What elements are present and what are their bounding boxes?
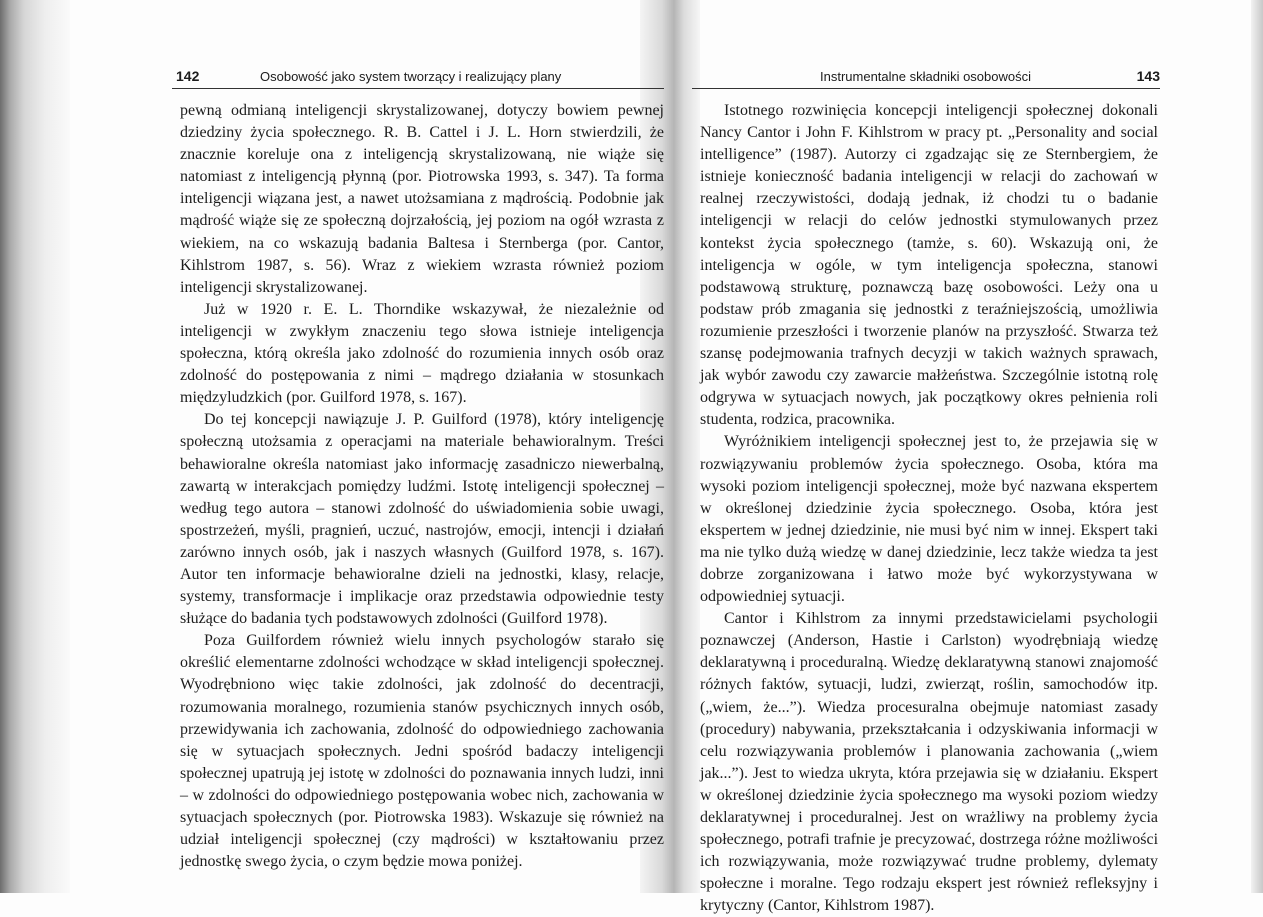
left-page-body — [180, 100, 664, 873]
left-page — [172, 0, 664, 893]
paragraph: Do tej koncepcji nawiązuje J. P. Guilford (1978), który inteligencję społeczną utożsamia z operacjami na materiale behawioralnym. Treści behawioralne określa natomiast jako informację zasadniczo niewerbalną, zawartą w interakcjach pomiędzy ludźmi. Istotę inteligencji społecznej – według tego autora – stanowi zdolność do uświadomienia sobie uwagi, spostrzeżeń, myśli, pragnień, uczuć, nastrojów, emocji, intencji i działań zarówno innych osób, jak i naszych własnych (Guilford 1978, s. 167). Autor ten informacje behawioralne dzieli na jednostki, klasy, relacje, systemy, transformacje i implikacje oraz przedstawia odpowiednie testy służące do badania tych podstawowych zdolności (Guilford 1978). — [180, 411, 664, 628]
right-page-header — [692, 68, 1160, 89]
right-page-number: 143 — [1136, 68, 1160, 84]
paragraph: Poza Guilfordem również wielu innych psychologów starało się określić elementarne zdolności wchodzące w skład inteligencji społecznej. Wyodrębniono więc takie zdolności, jak zdolność do decentracji, rozumowania moralnego, rozumienia stanów psychicznych innych osób, przewidywania ich zachowania, zdolność do odpowiedniego zachowania się w sytuacjach społecznych. Jedni spośród badaczy inteligencji społecznej upatrują jej istotę w zdolności do poznawania innych ludzi, inni – w zdolności do odpowiedniego postępowania wobec nich, zachowania w sytuacjach społecznych (por. Piotrowska 1983). Wskazuje się również na udział inteligencji społecznej (czy mądrości) w kształtowaniu przez jednostkę swego życia, o czym będzie mowa poniżej. — [180, 632, 664, 871]
paragraph: Wyróżnikiem inteligencji społecznej jest to, że przejawia się w rozwiązywaniu problemów życia społecznego. Osoba, która ma wysoki poziom inteligencji społecznej, może być nazwana ekspertem w określonej dziedzinie życia społecznego. Osoba, która jest ekspertem w jednej dziedzinie, nie musi być nim w innej. Ekspert taki ma nie tylko dużą wiedzę w danej dziedzinie, lecz także wiedza ta jest dobrze zorganizowana i łatwo może być wykorzystywana w odpowiedniej sytuacji. — [700, 433, 1158, 606]
scan-edge-left — [0, 0, 70, 893]
paragraph: pewną odmianą inteligencji skrystalizowanej, dotyczy bowiem pewnej dziedziny życia społecznego. R. B. Cattel i J. L. Horn stwierdzili, że znacznie koreluje ona z inteligencją skrystalizowaną, nie wiąże się natomiast z inteligencją płynną (por. Piotrowska 1993, s. 347). Ta forma inteligencji wiązana jest, a nawet utożsamiana z mądrością. Podobnie jak mądrość wiąże się ze społeczną dojrzałością, jej poziom na ogół wzrasta z wiekiem, na co wskazują badania Baltesa i Sternberga (por. Cantor, Kihlstrom 1987, s. 56). Wraz z wiekiem wzrasta również poziom inteligencji skrystalizowanej. — [180, 102, 664, 296]
right-page-running-title: Instrumentalne składniki osobowości — [820, 69, 1031, 84]
scan-edge-right — [1251, 0, 1263, 893]
right-page-body — [700, 100, 1158, 917]
paragraph: Cantor i Kihlstrom za innymi przedstawicielami psychologii poznawczej (Anderson, Hastie i Carlston) wyodrębniają wiedzę deklaratywną i proceduralną. Wiedzę deklaratywną stanowi znajomość różnych faktów, sytuacji, ludzi, zwierząt, roślin, samochodów itp. („wiem, że...”). Wiedza procesuralna obejmuje natomiast zasady (procedury) nabywania, przekształcania i odzyskiwania informacji w celu rozwiązywania problemów i planowania zachowania („wiem jak...”). Jest to wiedza ukryta, która przejawia się w działaniu. Ekspert w określonej dziedzinie życia społecznego ma wysoki poziom wiedzy deklaratywnej i proceduralnej. Jest on wrażliwy na problemy życia społecznego, potrafi trafnie je precyzować, dostrzega różne możliwości ich rozwiązywania, może rozwiązywać trudne problemy, dylematy społeczne i moralne. Tego rodzaju ekspert jest również refleksyjny i krytyczny (Cantor, Kihlstrom 1987). — [700, 610, 1159, 915]
paragraph: Istotnego rozwinięcia koncepcji inteligencji społecznej dokonali Nancy Cantor i John F. Kihlstrom w pracy pt. „Personality and social intelligence” (1987). Autorzy ci zgadzając się ze Sternbergiem, że istnieje konieczność badania inteligencji w relacji do zachowań w realnej rzeczywistości, dodają jednak, iż chodzi tu o badanie inteligencji w relacji do celów jednostki stymulowanych przez kontekst życia społecznego (tamże, s. 60). Wskazują oni, że inteligencja w ogóle, w tym inteligencja społeczna, stanowi podstawową strukturę, poznawczą bazę osobowości. Leży ona u podstaw prób zmagania się jednostki z teraźniejszością, umożliwia rozumienie przeszłości i tworzenie planów na przyszłość. Stwarza też szansę podejmowania trafnych decyzji w takich ważnych sprawach, jak wybór zawodu czy zawarcie małżeństwa. Szczególnie istotną rolę odgrywa w sytuacjach nowych, jak początkowy okres pełnienia roli studenta, rodzica, pracownika. — [700, 102, 1158, 429]
left-page-running-title: Osobowość jako system tworzący i realizujący plany — [260, 69, 562, 84]
right-page — [692, 0, 1160, 915]
left-page-header — [172, 68, 664, 89]
paragraph: Już w 1920 r. E. L. Thorndike wskazywał, że niezależnie od inteligencji w zwykłym znaczeniu tego słowa istnieje inteligencja społeczna, którą określa jako zdolność do rozumienia innych osób oraz zdolność do postępowania z nimi – mądrego działania w stosunkach międzyludzkich (por. Guilford 1978, s. 167). — [180, 300, 664, 407]
left-page-number: 142 — [176, 68, 200, 84]
